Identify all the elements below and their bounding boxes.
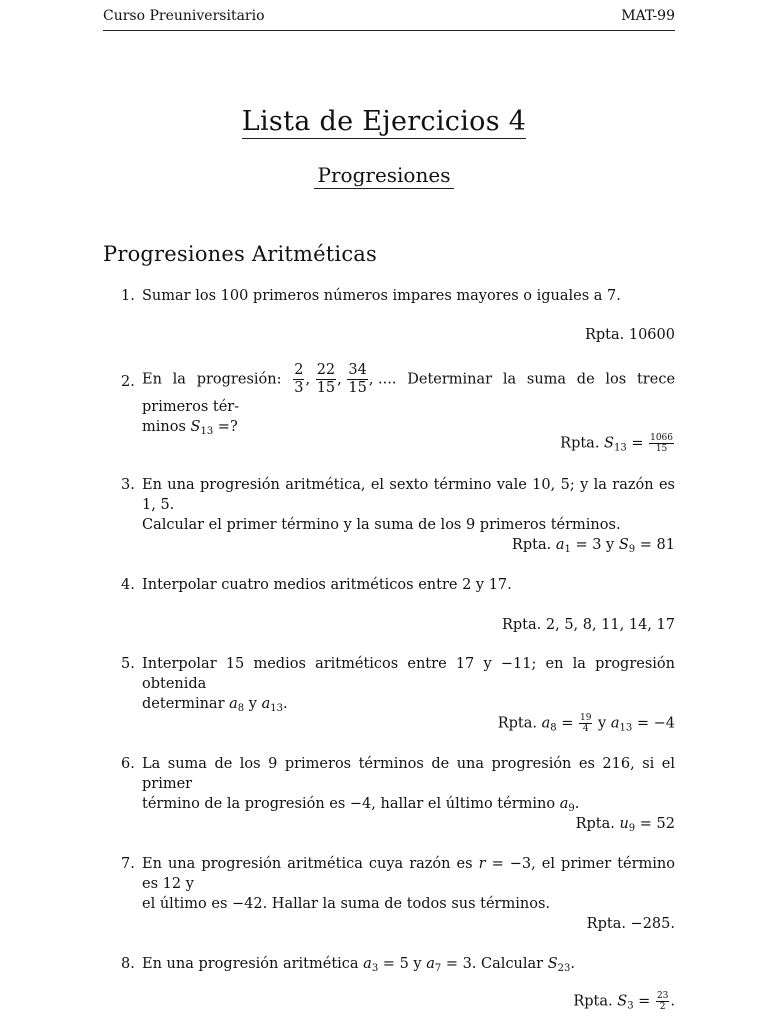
exercise-7 [121,854,675,914]
sequence-term-3: $\frac{34}{15}$ [348,362,367,396]
exercise-text: En una progresión aritmética, el sexto término vale 10, 5; y la razón es 1, 5. Calcular el primer término y la suma de los 9 primeros términos. [142,477,675,533]
exercise-number: 6. [121,756,135,772]
exercise-number: 5. [121,656,135,672]
exercise-number: 1. [121,288,135,304]
exercise-text: La suma de los 9 primeros términos de una progresión es 216, si el primer término de la progresión es −4, hallar el último término $a_9$. [142,756,675,814]
answer-fraction: $\frac{23}{2}$ [656,991,669,1012]
sequence-tail: , .... [368,371,397,388]
exercise-3-answer: Rpta. $a_1 = 3$ y $S_9 = 81$ [511,537,675,555]
exercise-text: Sumar los 100 primeros números impares mayores o iguales a 7. [142,288,621,304]
exercise-2-line-2: minos $S_{13}$ =? [142,419,238,437]
exercise-4 [121,575,675,595]
exercise-8-answer: Rpta. $S_3$ = $\frac{23}{2}$ . [573,991,675,1012]
page-title [0,106,768,137]
exercise-text: Interpolar 15 medios aritméticos entre 17 y −11; en la progresión obtenida determinar $a_8$ y $a_{13}$. [142,656,675,714]
exercise-2-answer: Rpta. $S_{13}$ = $\frac{1066}{15}$ [560,433,673,454]
exercise-text: Interpolar cuatro medios aritméticos entre 2 y 17. [142,577,512,593]
exercise-number: 2. [121,374,135,390]
exercise-6 [121,754,675,819]
sequence: $\frac{2}{3}$ , $\frac{22}{15}$ , $\frac{34}{15}$ , .... [294,362,397,396]
exercise-5-answer: Rpta. $a_8$ = $\frac{19}{4}$ y $a_{13} = -4$ [497,713,675,734]
exercise-2-suffix: Determinar la suma de los trece primeros tér- [142,371,676,415]
exercise-text: En una progresión aritmética $a_3 = 5$ y $a_7 = 3$. Calcular $S_{23}$. [142,956,576,974]
running-header [103,8,675,31]
sequence-term-1: $\frac{2}{3}$ [294,362,304,396]
exercise-1-answer: Rpta. 10600 [584,327,675,343]
section-title: Progresiones Aritméticas [103,242,377,266]
exercise-5 [121,654,675,719]
exercise-number: 4. [121,577,135,593]
exercise-2-line-1 [142,362,675,417]
page-title-text: Lista de Ejercicios 4 [241,106,527,137]
exercise-2-prefix: En la progresión: [142,371,282,388]
exercise-2 [121,362,675,442]
exercise-number: 8. [121,956,135,972]
exercise-1 [121,286,675,306]
exercise-6-answer: Rpta. $u_9 = 52$ [575,816,675,834]
course-code: MAT-99 [621,8,675,24]
answer-fraction: $\frac{19}{4}$ [579,713,592,734]
page-subtitle [0,162,768,188]
exercise-number: 7. [121,856,135,872]
page-subtitle-text: Progresiones [314,163,455,189]
course-name: Curso Preuniversitario [103,8,265,24]
answer-fraction: $\frac{1066}{15}$ [650,433,673,454]
exercise-text [142,362,675,442]
exercise-7-answer: Rpta. −285. [586,916,675,932]
exercise-3 [121,475,675,535]
sequence-term-2: $\frac{22}{15}$ [316,362,336,396]
exercise-text: En una progresión aritmética cuya razón es r = −3, el primer término es 12 y el último es −42. Hallar la suma de todos sus términos. [142,856,675,912]
exercise-4-answer: Rpta. 2, 5, 8, 11, 14, 17 [501,617,675,633]
exercise-8 [121,954,675,979]
exercise-number: 3. [121,477,135,493]
